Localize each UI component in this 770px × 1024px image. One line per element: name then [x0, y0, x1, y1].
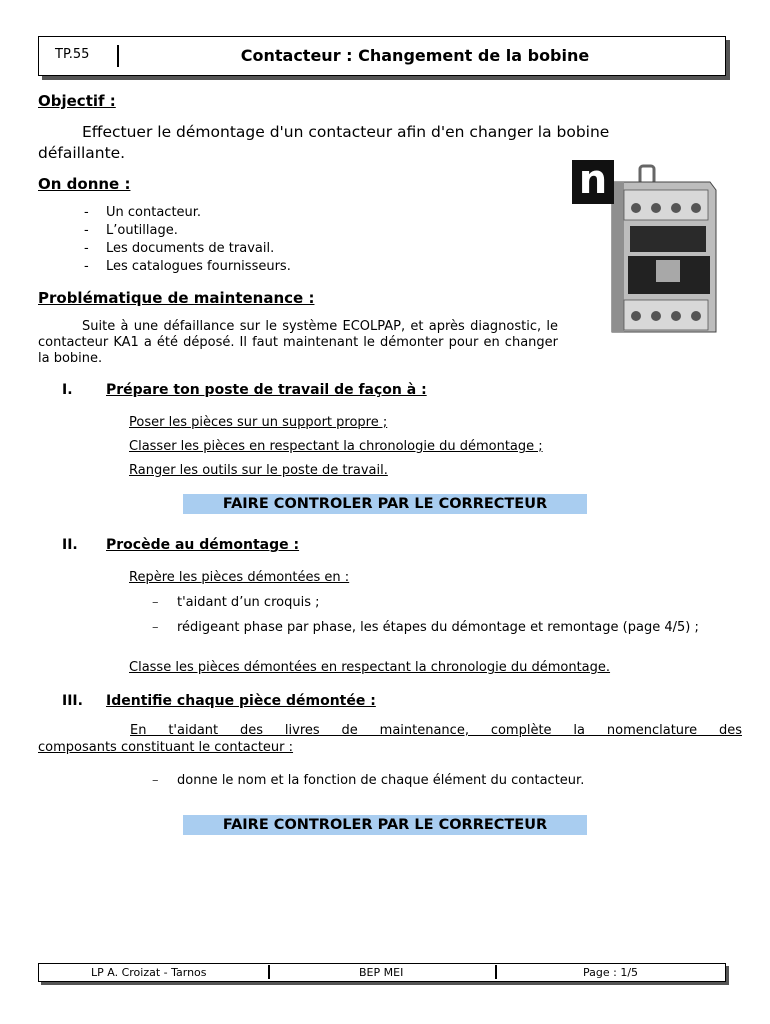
objectif-heading: Objectif : [38, 92, 116, 110]
footer-course: BEP MEI [359, 966, 404, 979]
problematique-text: Suite à une défaillance sur le système ECOLPAP, et après diagnostic, le contacteur KA1 a été déposé. Il faut maintenant le démonter pour en changer la bobine. [38, 319, 558, 366]
header-separator [117, 45, 119, 67]
section-2-intro: Repère les pièces démontées en : [129, 570, 350, 585]
check-banner-2: FAIRE CONTROLER PAR LE CORRECTEUR [183, 815, 587, 835]
section-2-dash-1: – t'aidant d’un croquis ; [152, 595, 320, 610]
list-item: - Les documents de travail. [84, 241, 275, 256]
problematique-heading: Problématique de maintenance : [38, 289, 315, 307]
page-title: Contacteur : Changement de la bobine [240, 46, 590, 65]
footer-separator [268, 965, 270, 979]
section-1-heading: I. Prépare ton poste de travail de façon à : [62, 382, 427, 398]
footer-page-number: Page : 1/5 [583, 966, 639, 979]
header-box [38, 36, 726, 76]
section-1-item-2: Classer les pièces en respectant la chronologie du démontage ; [129, 439, 543, 454]
list-item: - L’outillage. [84, 223, 178, 238]
footer-box [38, 963, 726, 982]
footer-separator [495, 965, 497, 979]
section-2-heading: II. Procède au démontage : [62, 537, 300, 553]
section-3-heading: III. Identifie chaque pièce démontée : [62, 693, 376, 709]
section-2-dash-2: – rédigeant phase par phase, les étapes du démontage et remontage (page 4/5) ; [152, 620, 699, 635]
footer-school: LP A. Croizat - Tarnos [91, 966, 207, 979]
section-3-line-1: En t'aidant des livres de maintenance, complète la nomenclature des [130, 723, 742, 738]
objectif-line-1: Effectuer le démontage d'un contacteur afin d'en changer la bobine [82, 123, 610, 141]
list-item: - Les catalogues fournisseurs. [84, 259, 291, 274]
tp-number: TP.55 [55, 47, 90, 62]
section-3-dash: – donne le nom et la fonction de chaque élément du contacteur. [152, 773, 585, 788]
section-1-item-3: Ranger les outils sur le poste de travail. [129, 463, 388, 478]
section-3-line-2: composants constituant le contacteur : [38, 740, 294, 755]
objectif-line-2: défaillante. [38, 144, 126, 162]
on-donne-heading: On donne : [38, 175, 131, 193]
contactor-image [572, 157, 722, 338]
list-item: - Un contacteur. [84, 205, 202, 220]
section-1-item-1: Poser les pièces sur un support propre ; [129, 415, 388, 430]
check-banner-1: FAIRE CONTROLER PAR LE CORRECTEUR [183, 494, 587, 514]
brand-badge: n [572, 160, 614, 204]
section-2-outro: Classe les pièces démontées en respectant la chronologie du démontage. [129, 660, 611, 675]
